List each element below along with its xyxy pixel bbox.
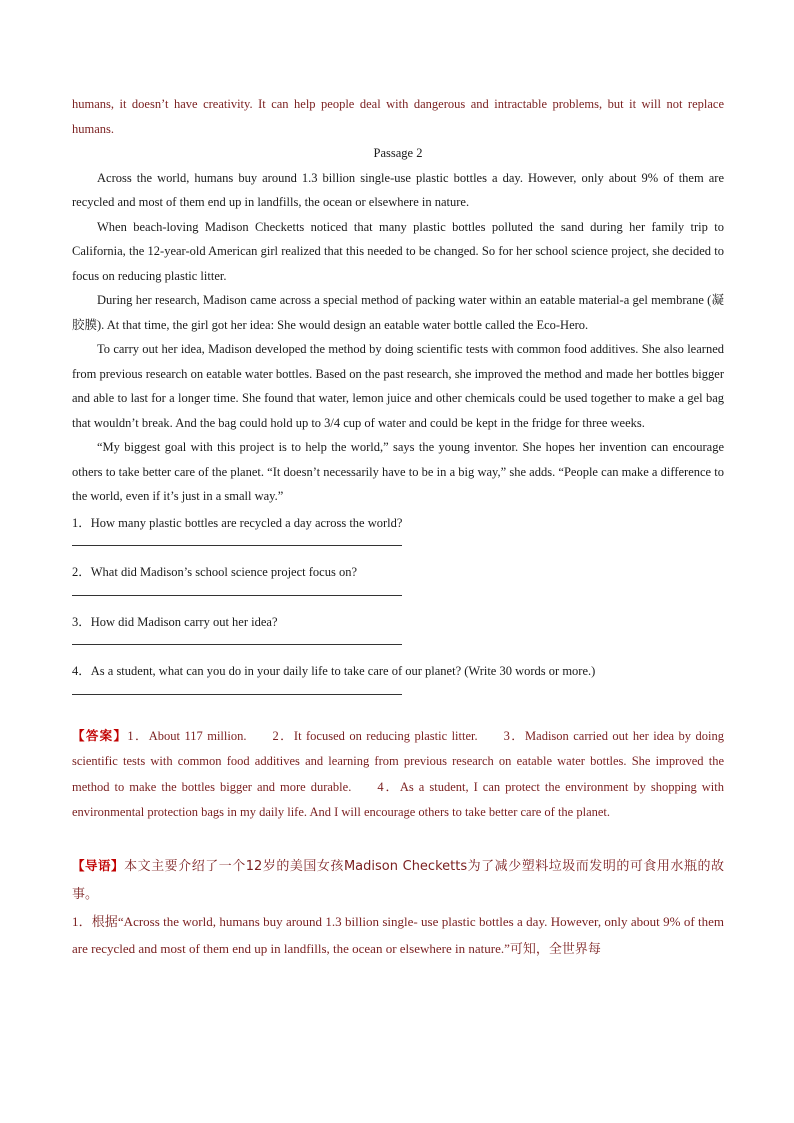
question-1: 1．How many plastic bottles are recycled a day across the world?: [72, 515, 403, 530]
passage-paragraph: “My biggest goal with this project is to help the world,” says the young inventor. She hopes her invention can encourage others to take better care of the planet. “It doesn’t necessarily have to be in a big way,” she adds. “People can make a difference to the world, even if it’s just in a small way.”: [72, 440, 724, 503]
question-2: 2．What did Madison’s school science project focus on?: [72, 565, 357, 579]
passage-paragraph: When beach-loving Madison Checketts noticed that many plastic bottles polluted the sand during her family trip to California, the 12-year-old American girl realized that this needed to be changed. So for her school science project, she decided to focus on reducing plastic litter.: [72, 219, 724, 283]
passage-paragraph: Across the world, humans buy around 1.3 billion single-use plastic bottles a day. However, only about 9% of them are recycled and most of them end up in landfills, the ocean or elsewhere in nature.: [72, 170, 724, 209]
guide-point-1: 1．根据“Across the world, humans buy around 1.3 billion single- use plastic bottles a day. However, only about 9% of them are recycled and most of them end up in landfills, the ocean or elsewhere in nature.”可知，全世界每: [72, 913, 724, 956]
answer-label: 【答案】: [72, 727, 128, 743]
answer-4: 4．As a student, I can protect the environment by shopping with environmental protection bags in my daily life. And I will encourage others to take better care of the planet.: [72, 779, 724, 819]
guide-section: [72, 852, 724, 962]
passage-title: Passage 2: [373, 146, 423, 160]
answer-line-1: [72, 545, 402, 546]
question-3: 3．How did Madison carry out her idea?: [72, 614, 278, 629]
answer-line-3: [72, 644, 402, 645]
question-4: 4．As a student, what can you do in your daily life to take care of our planet? (Write 30 words or more.): [72, 664, 596, 678]
passage-paragraph: During her research, Madison came across a special method of packing water within an eatable material-a gel membrane (凝胶膜). At that time, the girl got her idea: She would design an eatable water bottle called the Eco-Hero.: [72, 293, 724, 332]
guide-text: 本文主要介绍了一个12岁的美国女孩Madison Checketts为了减少塑料垃圾而发明的可食用水瓶的故事。: [72, 858, 724, 902]
answer-section: [72, 723, 724, 826]
answer-2: 2．It focused on reducing plastic litter.: [272, 728, 478, 743]
answer-1: 1．About 117 million.: [127, 728, 247, 743]
intro-continued-text: humans, it doesn’t have creativity. It can help people deal with dangerous and intractable problems, but it will not replace humans.: [72, 97, 724, 136]
document-page: [72, 92, 724, 962]
answer-line-4: [72, 694, 402, 695]
passage-paragraph: To carry out her idea, Madison developed the method by doing scientific tests with common food additives. She also learned from previous research on eatable water bottles. Based on the past research, she improved the method and made her bottles bigger and able to last for a longer time. She found that water, lemon juice and other chemicals could be used together to make a gel bag that wouldn’t break. And the bag could hold up to 3/4 cup of water and could be kept in the fridge for three weeks.: [72, 342, 724, 430]
guide-label: 【导语】: [72, 857, 125, 873]
answer-line-2: [72, 595, 402, 596]
answer-3: 3．Madison carried out her idea by doing scientific tests with common food additives and learning from previous research on eatable water bottles. She improved the method to make the bottles bigger and more durable.: [72, 728, 724, 794]
